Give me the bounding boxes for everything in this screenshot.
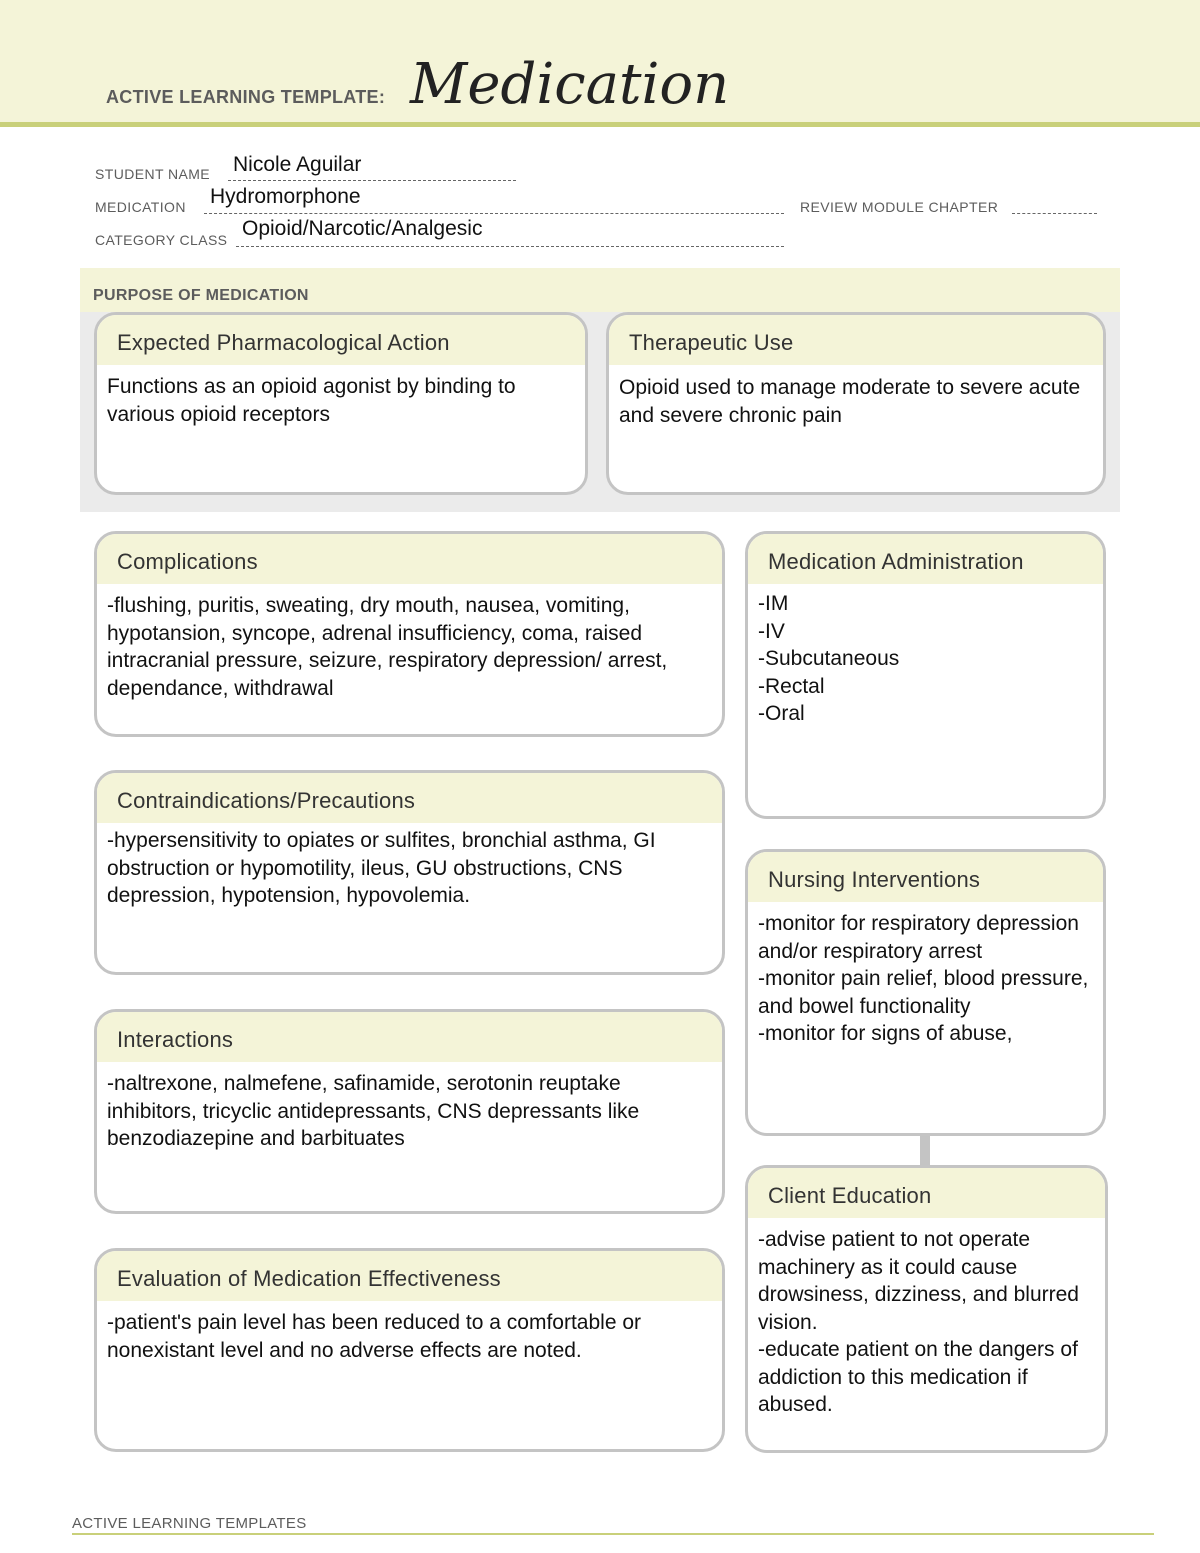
category-class-field[interactable]: Opioid/Narcotic/Analgesic <box>242 217 483 240</box>
footer-label: ACTIVE LEARNING TEMPLATES <box>72 1515 307 1532</box>
complications-text[interactable]: -flushing, puritis, sweating, dry mouth, nausea, vomiting, hypotansion, syncope, adrenal insufficiency, coma, raised intracranial pressure, seizure, respiratory depression/ arrest, dependance, withdrawal <box>107 594 668 700</box>
expected-action-title: Expected Pharmacological Action <box>97 315 585 365</box>
complications-title: Complications <box>97 534 722 584</box>
student-name-line <box>228 180 516 181</box>
administration-title: Medication Administration <box>748 534 1103 584</box>
interactions-box <box>94 1009 725 1214</box>
client-education-text[interactable]: -advise patient to not operate machinery as it could cause drowsiness, dizziness, and blurred vision. -educate patient on the dangers of addiction to this medication if abused. <box>758 1228 1079 1416</box>
purpose-label: PURPOSE OF MEDICATION <box>93 287 309 304</box>
template-label: ACTIVE LEARNING TEMPLATE: <box>106 87 386 107</box>
category-class-line <box>236 246 784 247</box>
client-education-box <box>745 1165 1108 1453</box>
nursing-interventions-title: Nursing Interventions <box>748 852 1103 902</box>
interactions-title: Interactions <box>97 1012 722 1062</box>
interactions-text[interactable]: -naltrexone, nalmefene, safinamide, serotonin reuptake inhibitors, tricyclic antidepressants, CNS depressants like benzodiazepine and barbituates <box>107 1072 640 1150</box>
expected-action-box <box>94 312 588 495</box>
medication-label: MEDICATION <box>95 199 186 215</box>
contraindications-box <box>94 770 725 975</box>
review-module-label: REVIEW MODULE CHAPTER <box>800 199 999 215</box>
evaluation-title: Evaluation of Medication Effectiveness <box>97 1251 722 1301</box>
administration-text[interactable]: -IM -IV -Subcutaneous -Rectal -Oral <box>758 592 900 725</box>
student-name-field[interactable]: Nicole Aguilar <box>233 153 362 176</box>
complications-box <box>94 531 725 737</box>
medication-field[interactable]: Hydromorphone <box>210 185 361 208</box>
evaluation-text[interactable]: -patient's pain level has been reduced to a comfortable or nonexistant level and no adverse effects are noted. <box>107 1311 642 1362</box>
client-education-title: Client Education <box>748 1168 1105 1218</box>
nursing-interventions-box <box>745 849 1106 1136</box>
evaluation-box <box>94 1248 725 1452</box>
therapeutic-use-box <box>606 312 1106 495</box>
category-class-label: CATEGORY CLASS <box>95 232 228 248</box>
review-module-line <box>1012 213 1097 214</box>
nursing-interventions-text[interactable]: -monitor for respiratory depression and/or respiratory arrest -monitor pain relief, blood pressure, and bowel functionality -monitor for signs of abuse, <box>758 912 1089 1045</box>
therapeutic-use-text[interactable]: Opioid used to manage moderate to severe acute and severe chronic pain <box>619 376 1081 427</box>
administration-box <box>745 531 1106 819</box>
header-rule <box>0 122 1200 127</box>
footer-rule <box>72 1533 1154 1535</box>
contraindications-text[interactable]: -hypersensitivity to opiates or sulfites, bronchial asthma, GI obstruction or hypomotility, ileus, GU obstructions, CNS depression, hypotension, hypovolemia. <box>107 829 656 907</box>
medication-line <box>204 213 784 214</box>
contraindications-title: Contraindications/Precautions <box>97 773 722 823</box>
therapeutic-use-title: Therapeutic Use <box>609 315 1103 365</box>
box-connector <box>920 1134 930 1166</box>
expected-action-text[interactable]: Functions as an opioid agonist by binding to various opioid receptors <box>107 375 516 426</box>
student-name-label: STUDENT NAME <box>95 166 210 182</box>
page-title: Medication <box>410 52 730 117</box>
